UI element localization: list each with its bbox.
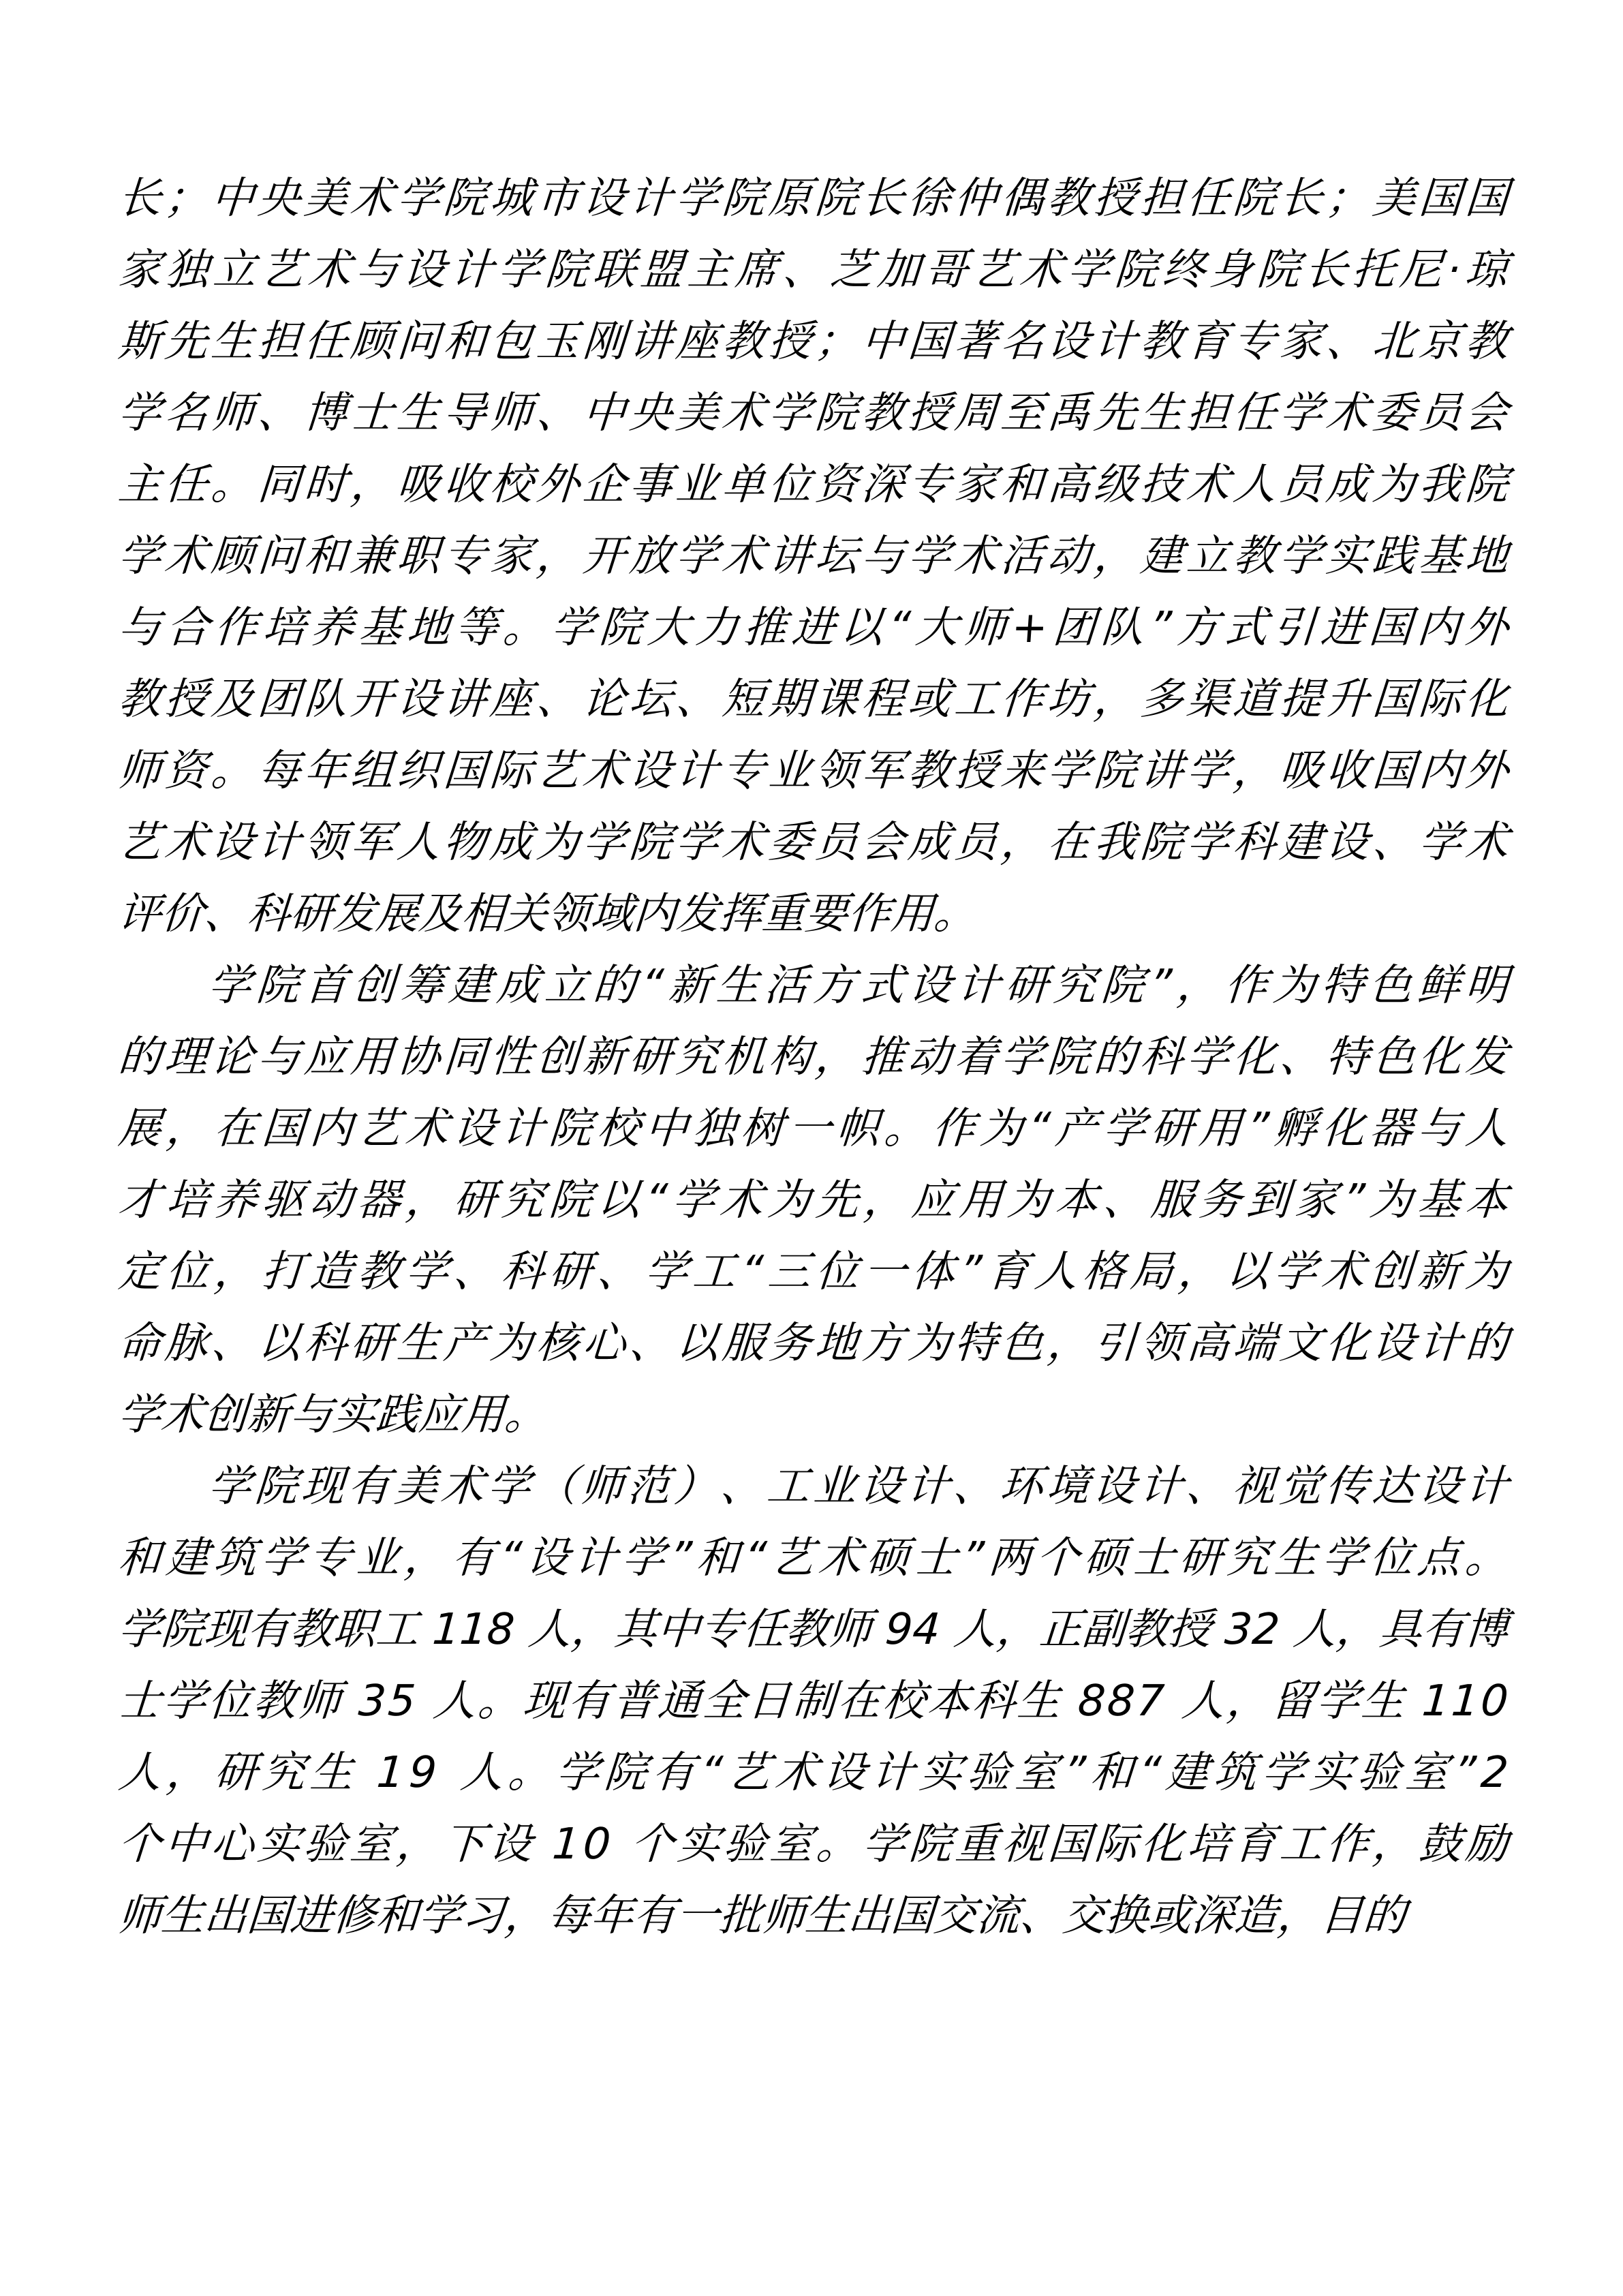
paragraph bbox=[116, 162, 1511, 949]
document-body-column bbox=[116, 162, 1511, 1951]
text-line: 与 合 作 培 养 基 地 等 。 学 院 大 力 推 进 以 “ 大 师 + 团 队 ” 方 式 引 进 国 内 外 bbox=[117, 602, 1510, 652]
text-line: 学术创新与实践应用。 bbox=[117, 1390, 550, 1439]
text-line: 长 ； 中 央 美 术 学 院 城 市 设 计 学 院 原 院 长 徐 仲 偶 教 授 担 任 院 长 ； 美 国 国 bbox=[117, 173, 1511, 223]
text-line: 师生出国进修和学习，每年有一批师生出国交流、交换或深造，目的 bbox=[117, 1891, 1408, 1940]
text-line: 斯 先 生 担 任 顾 问 和 包 玉 刚 讲 座 教 授 ； 中 国 著 名 设 计 教 育 专 家 、 北 京 教 bbox=[117, 316, 1511, 366]
text-line: 的 理 论 与 应 用 协 同 性 创 新 研 究 机 构 ， 推 动 着 学 院 的 科 学 化 、 特 色 化 发 bbox=[117, 1032, 1511, 1082]
text-line: 命 脉 、 以 科 研 生 产 为 核 心 、 以 服 务 地 方 为 特 色 ， 引 领 高 端 文 化 设 计 的 bbox=[117, 1318, 1511, 1368]
text-line: 学 院 首 创 筹 建 成 立 的 “ 新 生 活 方 式 设 计 研 究 院 ” ， 作 为 特 色 鲜 明 bbox=[206, 960, 1511, 1010]
text-line: 主 任 。 同 时 ， 吸 收 校 外 企 事 业 单 位 资 深 专 家 和 高 级 技 术 人 员 成 为 我 院 bbox=[117, 459, 1511, 509]
text-line: 教 授 及 团 队 开 设 讲 座 、 论 坛 、 短 期 课 程 或 工 作 坊 ， 多 渠 道 提 升 国 际 化 bbox=[117, 674, 1511, 724]
paragraph bbox=[116, 1450, 1511, 1951]
text-line: 学 术 顾 问 和 兼 职 专 家 ， 开 放 学 术 讲 坛 与 学 术 活 动 ， 建 立 教 学 实 践 基 地 bbox=[117, 531, 1511, 581]
text-line: 学 名 师 、 博 士 生 导 师 、 中 央 美 术 学 院 教 授 周 至 禹 先 生 担 任 学 术 委 员 会 bbox=[117, 388, 1511, 438]
paragraph bbox=[116, 949, 1511, 1450]
text-line: 展 ， 在 国 内 艺 术 设 计 院 校 中 独 树 一 帜 。 作 为 “ 产 学 研 用 ” 孵 化 器 与 人 bbox=[117, 1103, 1511, 1153]
text-line: 师 资 。 每 年 组 织 国 际 艺 术 设 计 专 业 领 军 教 授 来 学 院 讲 学 ， 吸 收 国 内 外 bbox=[117, 746, 1511, 795]
text-line: 和 建 筑 学 专 业 ， 有 “ 设 计 学 ” 和 “ 艺 术 硕 士 ” 两 个 硕 士 研 究 生 学 位 点 。 bbox=[117, 1533, 1510, 1582]
text-line: 评价、科研发展及相关领域内发挥重要作用。 bbox=[117, 889, 979, 938]
text-line: 个 中 心 实 验 室 ， 下 设 1 0 个 实 验 室 。 学 院 重 视 国 际 化 培 育 工 作 ， 鼓 励 bbox=[117, 1819, 1510, 1869]
text-line: 才 培 养 驱 动 器 ， 研 究 院 以 “ 学 术 为 先 ， 应 用 为 本 、 服 务 到 家 ” 为 基 本 bbox=[117, 1175, 1511, 1225]
text-line: 家 独 立 艺 术 与 设 计 学 院 联 盟 主 席 、 芝 加 哥 艺 术 学 院 终 身 院 长 托 尼 · 琼 bbox=[117, 245, 1510, 294]
text-line: 艺 术 设 计 领 军 人 物 成 为 学 院 学 术 委 员 会 成 员 ， 在 我 院 学 科 建 设 、 学 术 bbox=[117, 817, 1511, 867]
text-line: 学 院 现 有 美 术 学 （ 师 范 ） 、 工 业 设 计 、 环 境 设 计 、 视 觉 传 达 设 计 bbox=[206, 1461, 1511, 1511]
text-line: 定 位 ， 打 造 教 学 、 科 研 、 学 工 “ 三 位 一 体 ” 育 人 格 局 ， 以 学 术 创 新 为 bbox=[117, 1246, 1511, 1296]
text-line: 人 ， 研 究 生 1 9 人 。 学 院 有 “ 艺 术 设 计 实 验 室 ” 和 “ 建 筑 学 实 验 室 ” 2 bbox=[117, 1747, 1511, 1797]
text-line: 学 院 现 有 教 职 工 1 1 8 人 ， 其 中 专 任 教 师 9 4 人 ， 正 副 教 授 3 2 人 ， 具 有 博 bbox=[117, 1604, 1510, 1654]
text-line: 士 学 位 教 师 3 5 人 。 现 有 普 通 全 日 制 在 校 本 科 生 8 8 7 人 ， 留 学 生 1 1 0 bbox=[117, 1676, 1511, 1726]
